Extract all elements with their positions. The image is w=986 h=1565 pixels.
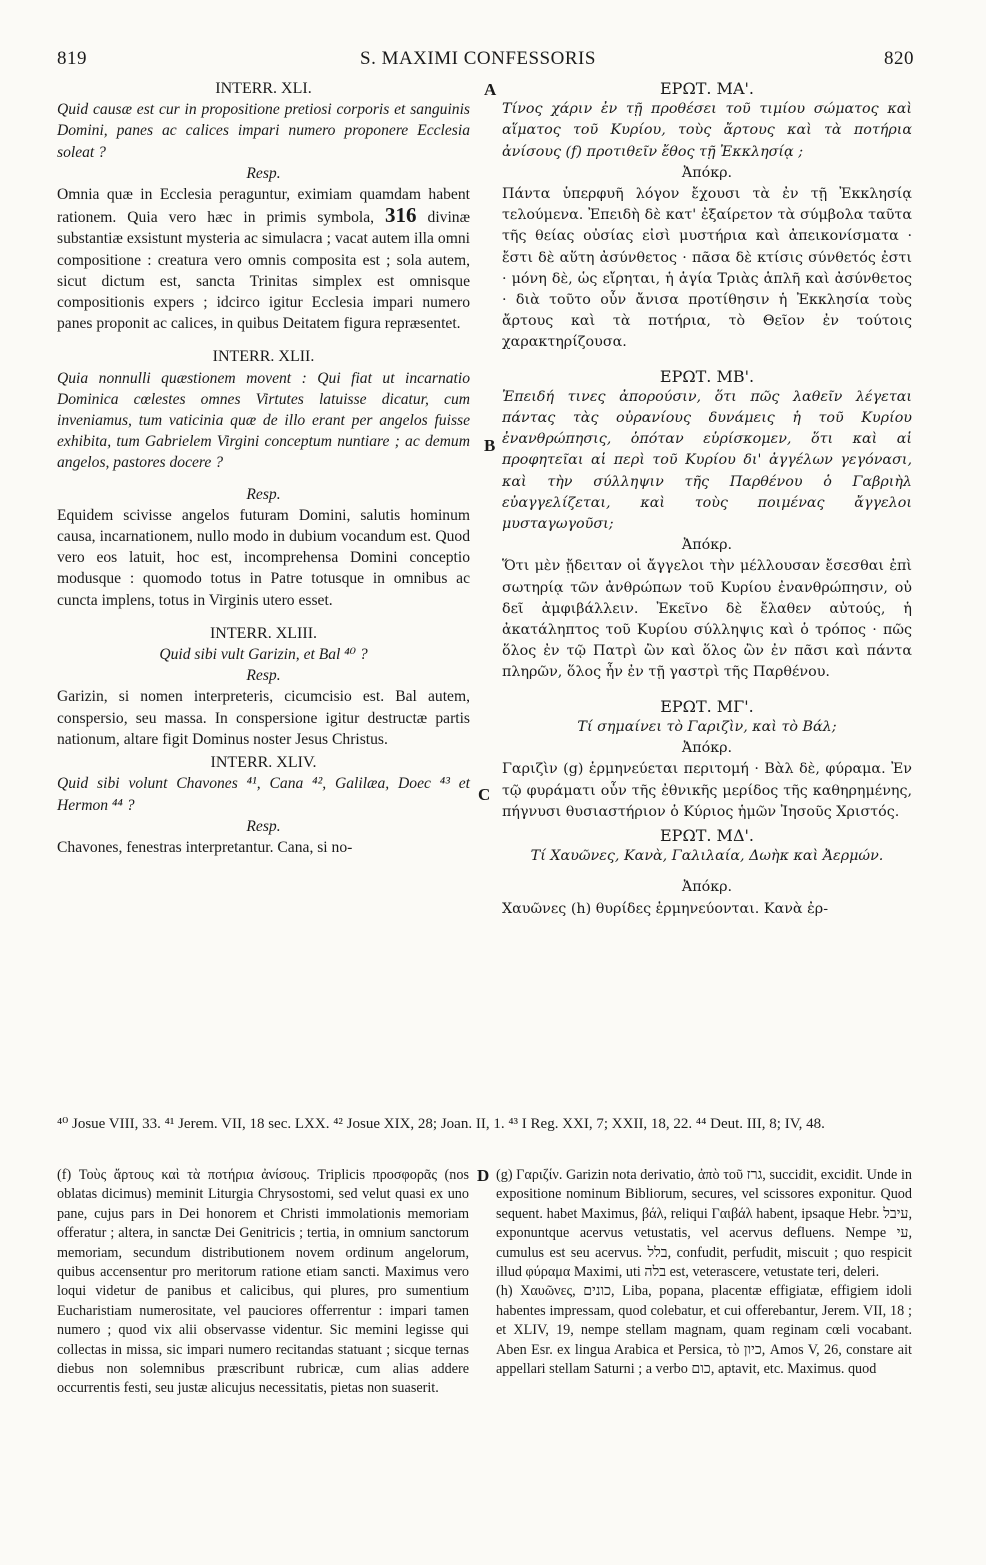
interr-42-heading: INTERR. XLII. xyxy=(212,348,315,366)
erot-42-answer: Ὅτι μὲν ᾔδειταν οἱ ἄγγελοι τὴν μέλλουσαν ἔσεσθαι ἐπὶ σωτηρίᾳ τῶν ἀνθρώπων τοῦ Κυρίου ἐνανθρώπησιν, οὐ δεῖ ἀμφιβάλλειν. Ἐκεῖνο δὲ ἔλαθεν αὐτούς, ἡ ἀκατάληπτος τοῦ Κυρίου σύλληψις καὶ ὁ τρόπος · πῶς ὅλος ἐν τῷ Πατρὶ ὢν καὶ ὅλος ὢν ἐν πᾶσι καὶ πάντα πληρῶν, ὅλος ἦν ἐν τῇ γαστρὶ τῆς Παρθένου. xyxy=(502,558,912,681)
running-title: S. MAXIMI CONFESSORIS xyxy=(360,48,596,69)
erot-44-answer: Χαυῶνες (h) θυρίδες ἑρμηνεύονται. Κανὰ ἐρ- xyxy=(502,900,829,917)
erot-42-question: Ἐπειδή τινες ἀπορούσιν, ὅτι πῶς λαθεῖν λέγεται πάντας τὰς οὐρανίους δυνάμεις ἡ τοῦ Κυρίου ἐνανθρώπησις, ὁπόταν εὑρίσκομεν, ὅτι καὶ αἱ προφητεῖαι αἱ περὶ τοῦ Κυρίου δι' ἀγγέλων γεγόνασι, καὶ τὴν σύλληψιν τῆς Παρθένου ὁ Γαβριὴλ εὐαγγελίζεται, καὶ τοὺς ποιμένας ἄγγελοι μυσταγωγοῦσι; xyxy=(502,388,912,533)
margin-marker-c: C xyxy=(478,785,491,804)
interr-41-answer-part2: divinæ substantiæ exsistunt mysteria ac simulacra ; vacat autem illa omni compositione : creatura vero omnis composita est ; sola autem, sicut dictum est, sancta Trinitas simplex est omnisque compositionis expers ; idcirco igitur Ecclesia impari numero panes proponit ac calices, in quibus Deitatem figura repræsentet. xyxy=(57,209,470,333)
margin-marker-a: A xyxy=(484,80,497,99)
interr-43-question: Quid sibi vult Garizin, et Bal ⁴⁰ ? xyxy=(159,646,368,664)
erot-41-answer: Πάντα ὑπερφυῆ λόγον ἔχουσι τὰ ἐν τῇ Ἐκκλησίᾳ τελούμενα. Ἐπειδὴ δὲ κατ' ἐξαίρετον τὰ σύμβολα ταῦτα τῆς θείας οὐσίας εἰσὶ μυστήρια καὶ ἀπεικονίσματα · ἔστι δὲ αὕτη ἀσύνθετος · πᾶσα δὲ κτίσις σύνθετός ἐστι · μόνη δὲ, ὡς εἴρηται, ἡ ἁγία Τριὰς ἁπλῆ καὶ ἀσύνθετος · διὰ τοῦτο οὖν ἄνισα προτίθησιν ἡ Ἐκκλησία τοὺς ἄρτους καὶ τὰ ποτήρια, τὸ Θεῖον ἐν τούτοις χαρακτηρίζουσα. xyxy=(502,186,912,351)
column-number: 316 xyxy=(385,203,417,228)
erot-43-answer: Γαριζὶν (g) ἑρμηνεύεται περιτομή · Βὰλ δὲ, φύραμα. Ἐν τῷ φυράματι οὖν τῆς ἐθνικῆς μερίδος τῆς καθηρημένης, πήγνυσι θυσιαστήριον ὁ Κύριος ἡμῶν Ἰησοῦς Χριστός. xyxy=(502,761,912,820)
page-number-right: 820 xyxy=(884,48,914,69)
interr-44-heading: INTERR. XLIV. xyxy=(210,754,317,772)
interr-44-answer: Chavones, fenestras interpretantur. Cana, si no- xyxy=(57,838,353,856)
interr-41-answer xyxy=(57,184,470,334)
interr-43-answer: Garizin, si nomen interpreteris, cicumcisio est. Bal autem, conspersio, seu massa. In conspersione igitur destructæ partis nationum, altare figit Dominus noster Jesus Christus. xyxy=(57,688,470,748)
note-h-text: (h) Χαυῶνες, כונים, Liba, popana, placentæ effigiatæ, effigiem idoli habentes impressam, quod colebatur, et cui offerebantur, Jerem. VII, 18 ; et XLIV, 19, nempe stellam magnam, quam reginam cœli vocabant. Aben Esr. ex lingua Arabica et Persica, τὸ כיון, Amos V, 26, constare ait appellari stellam Saturni ; a verbo כום, aptavit, etc. Maximus. quod xyxy=(496,1283,913,1378)
page-number-left: 819 xyxy=(57,48,87,69)
interr-43-heading: INTERR. XLIII. xyxy=(209,624,318,642)
erot-41-heading: ΕΡΩΤ. ΜΑ'. xyxy=(660,79,754,98)
note-f xyxy=(57,1166,469,1399)
interr-41-answer-part1: Omnia quæ in Ecclesia peraguntur, eximiam quamdam habent rationem. Quia vero hæc in primis symbola, xyxy=(57,186,470,227)
interr-44-question: Quid sibi volunt Chavones ⁴¹, Cana ⁴², Galilæa, Doec ⁴³ et Hermon ⁴⁴ ? xyxy=(57,775,470,814)
note-f-text: (f) Τοὺς ἄρτους καὶ τὰ ποτήρια ἀνίσους. Triplicis προσφορᾶς (nos oblatas dicimus) meminit Liturgia Chrysostomi, sed velut quasi ex uno pane, cujus pars in Dei honorem et Christi immolationis memoriam offeratur ; altera, in sanctæ Dei Genitricis ; tertia, in omnium sanctorum memoriam, secundum distributionem novem ordinum angelorum, quibus accensentur pro meritorum ratione etiam sancti. Maximus vero loqui videtur de panibus et calicibus, qui plures, pro sumentium Eucharistiam numerositate, vel pauciores offerrentur : impari tamen numero ; quod vix alii observasse videntur. Sic memini legisse qui collectas in missa, sic impari numero recitandas statuant ; sicque ternas diebus non solemnibus præscribunt rubricæ, cum alias addere occurrentis festi, seu justæ alicujus necessitatis, pietas non suaserit. xyxy=(57,1167,469,1397)
footnote-references: ⁴⁰ Josue VIII, 33. ⁴¹ Jerem. VII, 18 sec. LXX. ⁴² Josue XIX, 28; Joan. II, 1. ⁴³ I Reg. XXI, 7; XXII, 18, 22. ⁴⁴ Deut. III, 8; IV, 48. xyxy=(57,1116,825,1132)
erot-42-resp-label: Ἀπόκρ. xyxy=(681,537,733,554)
interr-42-resp-label: Resp. xyxy=(246,485,281,503)
margin-marker-d: D xyxy=(477,1166,490,1185)
interr-41-question: Quid causæ est cur in propositione pretiosi corporis et sanguinis Domini, panes ac calices impari numero proponere Ecclesia soleat ? xyxy=(57,101,470,161)
interr-41-heading: INTERR. XLI. xyxy=(215,80,312,97)
interr-42-answer: Equidem scivisse angelos futuram Domini, salutis hominum causa, incarnationem, nullo modo in dubium vocandum est. Quod vero eos latuit, hoc est, incomprehensa Domini conceptio modusque : quomodo totus in Patre totusque in omnibus ac cuncta implens, totus in Virginis utero esset. xyxy=(57,506,470,609)
latin-column xyxy=(57,76,470,858)
erot-43-resp-label: Ἀπόκρ. xyxy=(681,740,733,757)
interr-44-resp-label: Resp. xyxy=(246,817,281,835)
erot-44-resp-label: Ἀπόκρ. xyxy=(681,879,733,896)
note-g-text: (g) Γαριζίν. Garizin nota derivatio, ἀπὸ τοῦ גרז, succidit, excidit. Unde in expositione nominum Bibliorum, secures, vel scissores exponitur. Quod sequent. habet Maximus, βάλ, reliqui Γαιβάλ habent, ipsaque Hebr. עיבל, exponuntque acervus vetustatis, vel acervus defluens. Nempe עי, cumulus est seu acervus. בלל, confudit, perfudit, miscuit ; quo respicit illud φύραμα Maximi, uti בלה est, veterascere, vetustate teri, deleri. xyxy=(496,1167,912,1281)
erot-44-question: Τί Χαυῶνες, Κανὰ, Γαλιλαία, Δωὴκ καὶ Ἀερμών. xyxy=(530,848,884,865)
erot-41-question: Τίνος χάριν ἐν τῇ προθέσει τοῦ τιμίου σώματος καὶ αἵματος τοῦ Κυρίου, τοὺς ἄρτους καὶ τὰ ποτήρια ἀνίσους (f) προτιθεῖν ἔθος τῇ Ἐκκλησίᾳ ; xyxy=(502,101,912,160)
erot-42-heading: ΕΡΩΤ. ΜΒ'. xyxy=(659,366,755,386)
erot-43-heading: ΕΡΩΤ. ΜΓ'. xyxy=(660,696,754,716)
interr-42-question: Quia nonnulli quæstionem movent : Qui fiat ut incarnatio Dominica cœlestes omnes Virtutes latuisse dicatur, cum inveniamus, tum vaticinia quæ de illo erant per angelos fuisse exhibita, tum Gabrielem Virgini conceptum nuntiare ; ac demum angelos, pastores docere ? xyxy=(57,369,470,472)
notes-right xyxy=(496,1166,912,1379)
erot-44-heading: ΕΡΩΤ. ΜΔ'. xyxy=(660,825,754,845)
erot-41-resp-label: Ἀπόκρ. xyxy=(681,164,733,181)
erot-43-question: Τί σημαίνει τὸ Γαριζὶν, καὶ τὸ Βάλ; xyxy=(577,718,837,735)
margin-marker-b: B xyxy=(484,436,496,455)
greek-column xyxy=(502,76,912,920)
interr-43-resp-label: Resp. xyxy=(246,667,281,685)
interr-41-resp-label: Resp. xyxy=(246,164,281,182)
